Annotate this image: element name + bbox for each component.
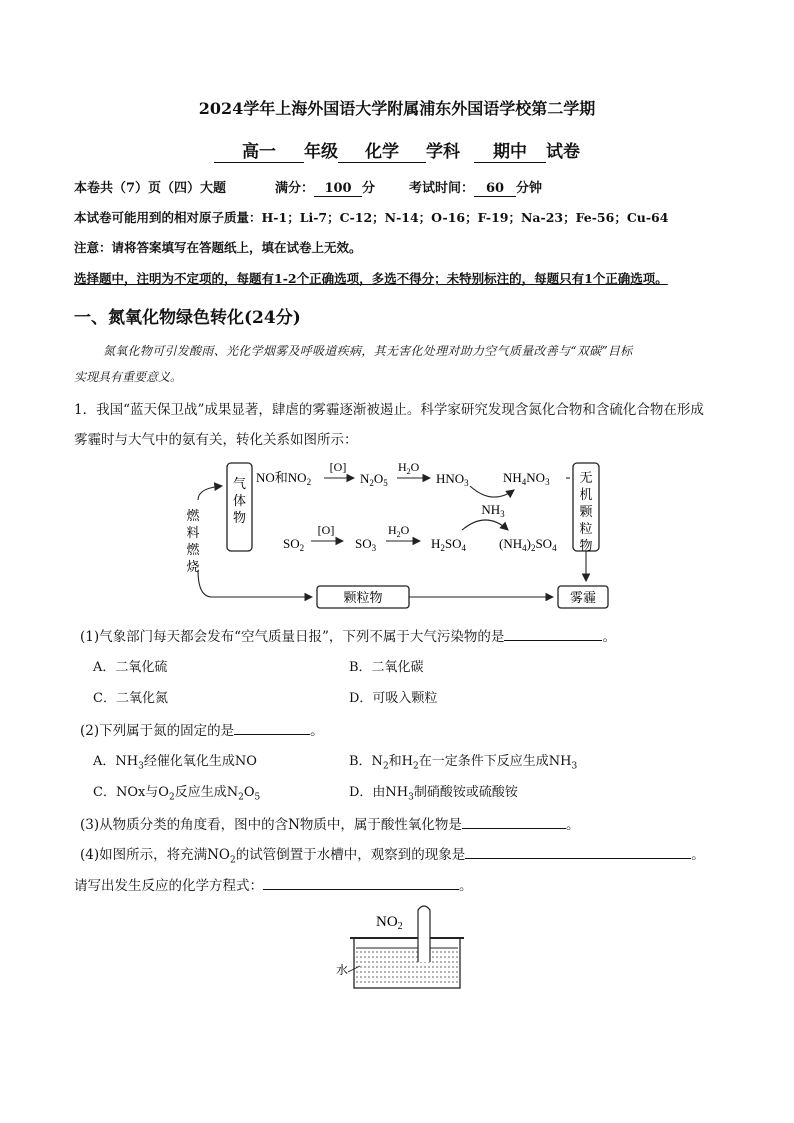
no-no2-label: NO和$NO_2$ <box>256 470 312 487</box>
gas-label: 气体物 <box>232 476 247 525</box>
question-1-4: (4)如图所示，将充满$NO_2$的试管倒置于水槽中，观察到的现象是 。 <box>80 843 705 866</box>
inorganic-label: 无机颗粒物 <box>579 470 593 553</box>
option-1-1-D[interactable]: D．可吸入颗粒 <box>349 691 438 706</box>
n2o5-label: $N_2O_5$ <box>360 471 388 488</box>
exam-suffix: 试卷 <box>545 142 580 162</box>
fuel-to-gas-arrow <box>198 486 222 500</box>
question-1-4-equation: 请写出发生反应的化学方程式： 。 <box>74 874 473 894</box>
subject-value: 化学 <box>338 137 426 163</box>
oxidant-2-label: [O] <box>317 523 335 537</box>
option-1-2-D[interactable]: D．由$NH_3$制硝酸铵或硫酸铵 <box>349 785 518 803</box>
nh3-label: $NH_3$ <box>481 502 505 519</box>
time-unit: 分钟 <box>516 181 543 196</box>
question-1-2-text: (2)下列属于氮的固定的是 <box>80 723 235 739</box>
so2-label: $SO_2$ <box>283 536 305 553</box>
question-1-4-equation-text: 请写出发生反应的化学方程式： <box>74 878 263 894</box>
question-1-2: (2)下列属于氮的固定的是 。 <box>80 719 324 739</box>
option-1-1-B[interactable]: B．二氧化碳 <box>349 660 424 675</box>
grade-value: 高一 <box>214 137 304 163</box>
question-1-3-text: (3)从物质分类的角度看，图中的含N物质中，属于酸性氧化物是 <box>80 817 462 833</box>
question-1-1: (1)气象部门每天都会发布“空气质量日报”，下列不属于大气污染物的是 。 <box>80 625 616 645</box>
particles-label: 颗粒物 <box>343 590 383 605</box>
h2so4-to-nh4so4-arrow <box>462 520 508 530</box>
fuel-to-particles-arrow <box>198 570 312 597</box>
water-trough-figure <box>330 900 480 1000</box>
answer-blank-3[interactable] <box>462 814 566 829</box>
water-2-label: $H_2O$ <box>388 523 410 539</box>
choice-rule: 选择题中，注明为不定项的，每题有1-2个正确选项，多选不得分；未特别标注的，每题只有1个正确选项。 <box>74 271 668 286</box>
tube-label: $NO_2$ <box>376 914 403 932</box>
nh4no3-label: $NH_4NO_3$ <box>503 470 550 487</box>
water-surface <box>356 952 458 982</box>
question-1-line2: 雾霾时与大气中的氨有关，转化关系如图所示： <box>74 432 358 448</box>
question-1-4-text: (4)如图所示，将充满NO <box>80 847 231 863</box>
time-value: 60 <box>474 181 516 197</box>
time-label: 考试时间： <box>409 181 475 196</box>
option-1-1-C[interactable]: C．二氧化氮 <box>93 691 168 706</box>
pages-info: 本卷共（7）页（四）大题 <box>74 181 227 196</box>
water-label: 水 <box>336 963 349 977</box>
question-1-line1: 1．我国“蓝天保卫战”成果显著，肆虐的雾霾逐渐被遏止。科学家研究发现含氮化合物和含硫化合物在形成 <box>74 402 704 418</box>
hno3-label: $HNO_3$ <box>436 471 469 488</box>
oxidant-1-label: [O] <box>329 460 347 474</box>
trough <box>354 938 460 988</box>
option-1-2-A[interactable]: A．$NH_3$经催化氧化生成NO <box>93 754 257 772</box>
nh4-2so4-label: $(NH_4)_2SO_4$ <box>499 536 557 553</box>
exam-type-value: 期中 <box>474 137 546 163</box>
question-1-1-text: (1)气象部门每天都会发布“空气质量日报”，下列不属于大气污染物的是 <box>80 629 505 645</box>
option-1-1-A[interactable]: A．二氧化硫 <box>93 660 168 675</box>
section-intro-line1: 氮氧化物可引发酸雨、光化学烟雾及呼吸道疾病，其无害化处理对助力空气质量改善与“双碳”目标 <box>103 344 633 358</box>
score-unit: 分 <box>362 181 376 196</box>
haze-label: 雾霾 <box>569 590 597 605</box>
option-1-2-B[interactable]: B．$N_2$和$H_2$在一定条件下反应生成$NH_3$ <box>349 754 578 772</box>
answer-blank-1[interactable] <box>504 626 602 641</box>
fuel-label: 燃料燃烧 <box>186 508 200 574</box>
water-1-label: $H_2O$ <box>398 460 420 476</box>
option-1-2-C[interactable]: C．NOx与$O_2$反应生成$N_2O_5$ <box>93 785 261 803</box>
test-tube <box>418 906 430 962</box>
section-heading: 一、氮氧化物绿色转化(24分) <box>74 308 301 328</box>
notice: 注意：请将答案填写在答题纸上，填在试卷上无效。 <box>74 240 362 255</box>
so3-label: $SO_3$ <box>355 536 377 553</box>
question-1-3: (3)从物质分类的角度看，图中的含N物质中，属于酸性氧化物是 。 <box>80 813 579 833</box>
answer-blank-5[interactable] <box>263 875 459 890</box>
subject-suffix: 学科 <box>426 142 461 162</box>
h2so4-label: $H_2SO_4$ <box>431 536 467 553</box>
section-intro-line2: 实现具有重要意义。 <box>74 370 183 384</box>
grade-suffix: 年级 <box>304 142 339 162</box>
answer-blank-4[interactable] <box>465 844 691 859</box>
atomic-masses: 本试卷可能用到的相对原子质量：H-1；Li-7；C-12；N-14；O-16；F-19；Na-23；Fe-56；Cu-64 <box>74 210 669 225</box>
hno3-to-nh4no3-arrow <box>470 486 514 497</box>
answer-blank-2[interactable] <box>234 720 310 735</box>
score-value: 100 <box>314 181 362 197</box>
exam-title: 2024学年上海外国语大学附属浦东外国语学校第二学期 <box>198 99 596 118</box>
score-label: 满分： <box>275 181 315 196</box>
